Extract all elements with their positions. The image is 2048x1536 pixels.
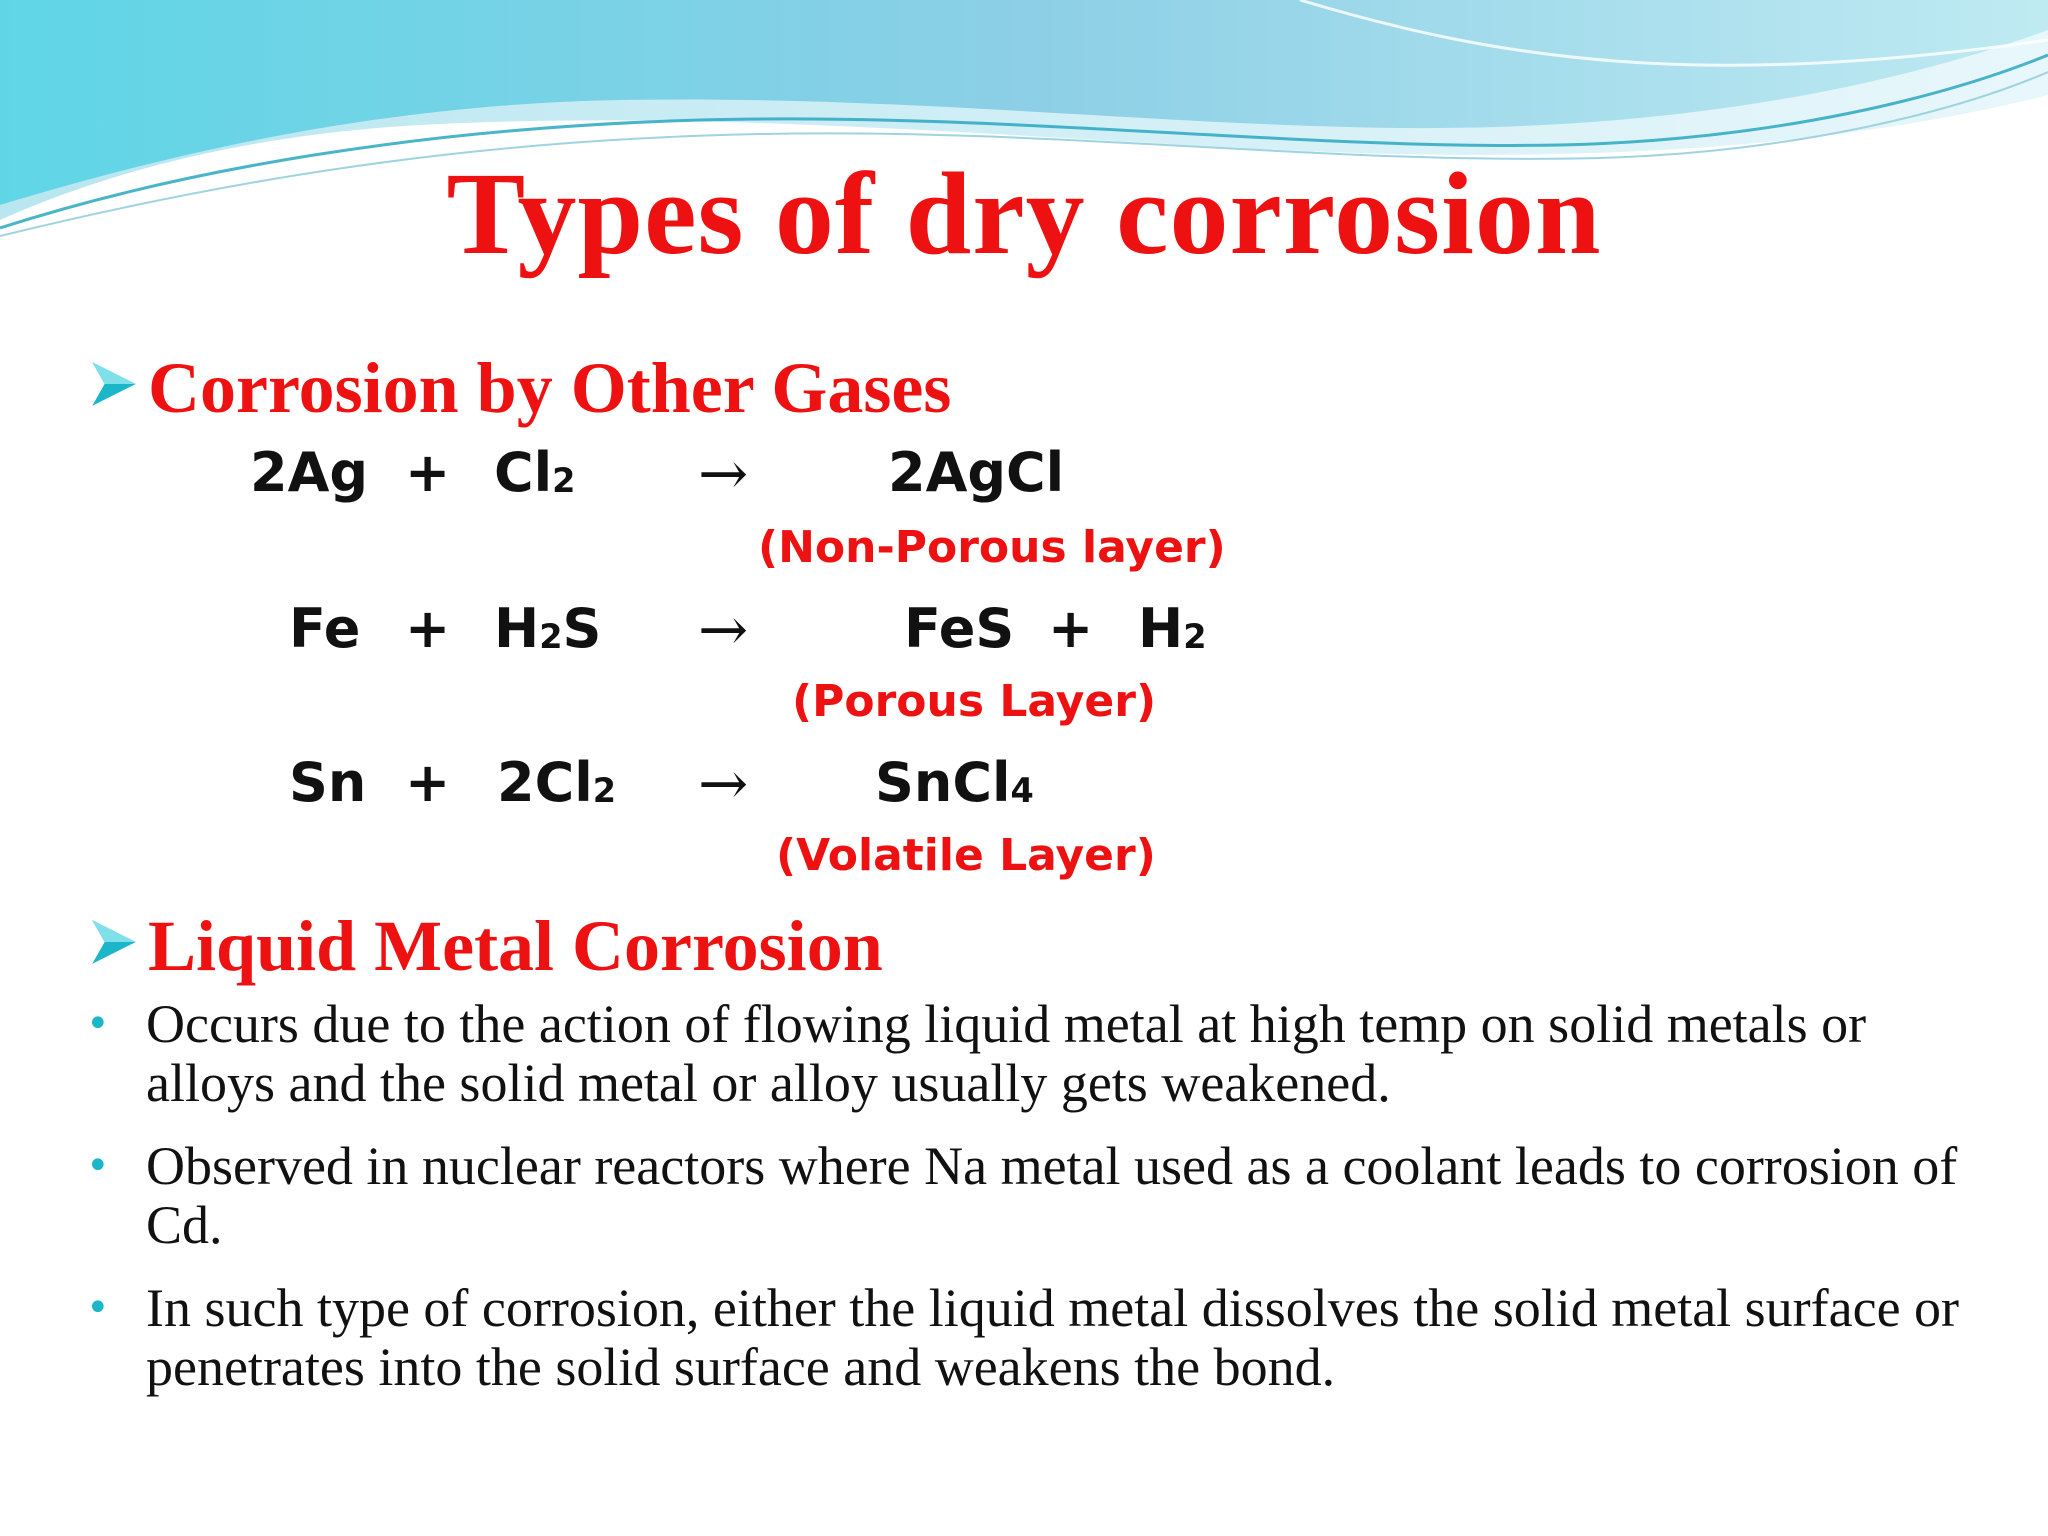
reaction-3-plus: + — [405, 751, 451, 814]
reaction-2-plus-2: + — [1048, 597, 1094, 660]
bullet-list — [78, 995, 1978, 1421]
list-item — [78, 1137, 1978, 1255]
bullet-text: Occurs due to the action of flowing liquid metal at high temp on solid metals or alloys and the solid metal or alloy usually gets weakened. — [146, 994, 1867, 1113]
reaction-2-plus: + — [405, 597, 451, 660]
section-heading-gases — [88, 348, 952, 428]
bullet-text: In such type of corrosion, either the liquid metal dissolves the solid metal surface or penetrates into the solid surface and weakens the bond. — [146, 1278, 1960, 1397]
arrowhead-bullet-icon — [88, 358, 140, 410]
arrowhead-bullet-icon — [88, 916, 140, 968]
reaction-1-reactant-2: $Cl_2$ — [494, 441, 576, 504]
reaction-2-note: (Porous Layer) — [792, 676, 1157, 727]
reaction-2-product-1: FeS — [904, 597, 1015, 660]
reaction-1-arrow: → — [698, 439, 749, 509]
reaction-3-product: SnCl$_4$ — [875, 751, 1034, 814]
list-item — [78, 1279, 1978, 1397]
reaction-1-plus: + — [405, 441, 451, 504]
reaction-3-reactant-1: Sn — [289, 751, 367, 814]
bullet-dot-icon: • — [86, 1001, 110, 1047]
section-heading-label: Corrosion by Other Gases — [148, 348, 952, 428]
reaction-3-reactant-2: $2Cl_2$ — [497, 751, 617, 814]
section-heading-label: Liquid Metal Corrosion — [148, 906, 883, 986]
list-item — [78, 995, 1978, 1113]
bullet-dot-icon: • — [86, 1143, 110, 1189]
bullet-dot-icon: • — [86, 1285, 110, 1331]
reaction-1-reactant-1: 2Ag — [250, 441, 369, 504]
slide-title: Types of dry corrosion — [446, 148, 1602, 279]
reaction-1-note: (Non-Porous layer) — [758, 522, 1226, 573]
reaction-2-reactant-1: Fe — [289, 597, 361, 660]
reaction-3-arrow: → — [698, 749, 749, 819]
reaction-3-note: (Volatile Layer) — [776, 830, 1156, 881]
reaction-1-product: 2AgCl — [888, 441, 1065, 504]
reaction-2-arrow: → — [698, 595, 749, 665]
bullet-text: Observed in nuclear reactors where Na metal used as a coolant leads to corrosion of Cd. — [146, 1136, 1958, 1255]
reaction-2-reactant-2: $H_2S$ — [494, 597, 602, 660]
reaction-2-product-2: $H_2$ — [1138, 597, 1207, 660]
section-heading-liquid-metal — [88, 906, 883, 986]
